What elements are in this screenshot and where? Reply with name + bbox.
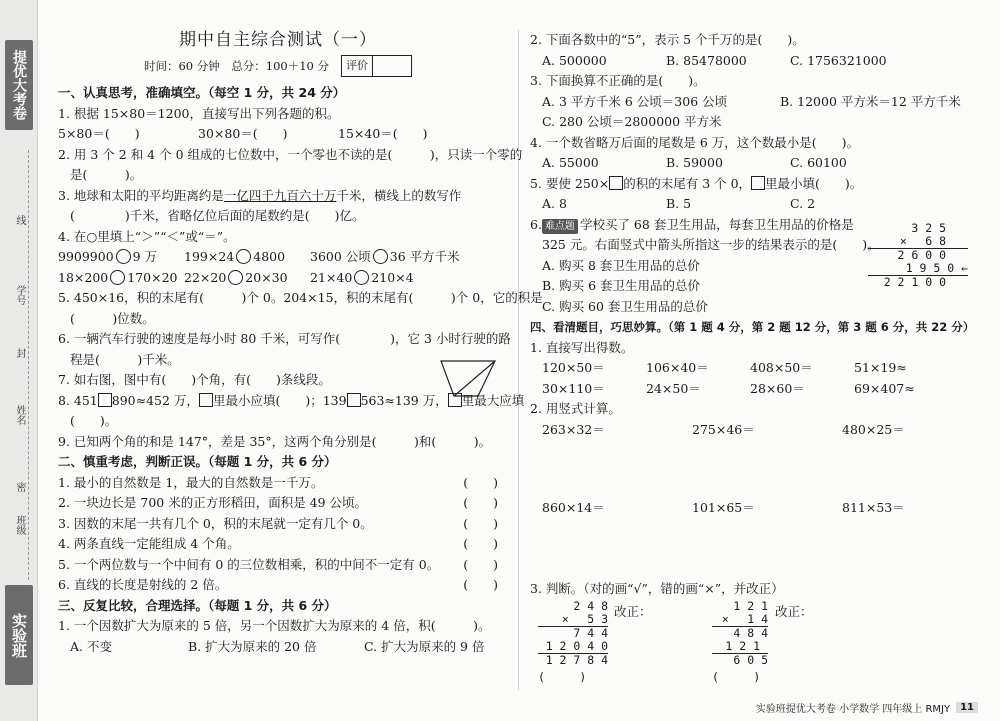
judge-item xyxy=(58,493,498,514)
score-field[interactable] xyxy=(373,56,411,77)
option[interactable]: A. 500000 xyxy=(542,52,607,68)
choice-5-options xyxy=(530,194,970,215)
q-number: 6. xyxy=(530,216,542,232)
calc-item: 30×110＝ xyxy=(542,380,605,396)
option[interactable]: C. 60100 xyxy=(790,155,847,170)
answer-paren[interactable]: ( ) xyxy=(463,536,498,551)
calc-item: 120×50＝ xyxy=(542,360,605,375)
question-3-line-1 xyxy=(58,186,498,207)
vert-line: × 6 8 xyxy=(868,235,968,249)
q8-text: 8. 451 xyxy=(58,392,98,408)
cut-line xyxy=(28,150,29,580)
choice-1-options xyxy=(58,637,498,658)
question-7 xyxy=(58,370,498,391)
option[interactable]: A. 3 平方千米 6 公顷＝306 公顷 xyxy=(542,93,728,109)
vert-line: × 5 3 xyxy=(538,613,608,627)
q1-item: 5×80＝( ) xyxy=(58,126,140,141)
question-5-line-2: ( )位数。 xyxy=(70,310,155,326)
vert-line: 3 2 5 xyxy=(911,221,946,235)
calc-item: 275×46＝ xyxy=(692,421,755,437)
side-label-class: 班级 xyxy=(14,515,25,535)
brand-top-label: 提优大考卷 xyxy=(5,40,33,130)
answer-paren[interactable]: ( ) xyxy=(463,556,498,572)
q4-left: 22×20 xyxy=(184,269,227,285)
judge-item xyxy=(58,534,498,555)
vertical-calc-title: 2. 用竖式计算。 xyxy=(530,401,621,416)
vert-line: 2 4 8 xyxy=(573,599,608,613)
judge-text: 1. 最小的自然数是 1，最大的自然数是一千万。 xyxy=(58,474,324,490)
side-label-mi: 密 xyxy=(14,482,25,492)
compare-circle[interactable] xyxy=(116,249,131,264)
option[interactable]: B. 85478000 xyxy=(666,52,747,68)
question-4: 4. 在○里填上“＞”“＜”或“＝”。 xyxy=(58,228,236,244)
right-column xyxy=(530,30,975,599)
q4-right: 170×20 xyxy=(127,269,178,285)
option[interactable]: A. 55000 xyxy=(542,155,599,170)
trapezoid-figure xyxy=(438,358,498,400)
c6-text: 学校买了 68 套卫生用品，每套卫生用品的价格是 xyxy=(579,216,854,232)
direct-calc-row-1 xyxy=(530,358,970,379)
vertical-multiplication-6 xyxy=(868,222,968,289)
option[interactable]: A. 不变 xyxy=(70,638,112,654)
q1-item: 30×80＝( ) xyxy=(198,126,288,141)
side-label-xian: 线 xyxy=(14,215,25,225)
answer-paren[interactable]: ( ) xyxy=(538,670,587,684)
compare-circle[interactable] xyxy=(228,270,243,285)
direct-calc-title: 1. 直接写出得数。 xyxy=(530,339,634,355)
vert-line: 4 8 4 xyxy=(733,626,768,640)
section-2-heading: 二、慎重考虑，判断正误。（每题 1 分，共 6 分） xyxy=(58,454,337,469)
choice-2: 2. 下面各数中的“5”，表示 5 个千万的是( )。 xyxy=(530,32,805,47)
judge-vertical-2 xyxy=(712,600,768,684)
answer-paren[interactable]: ( ) xyxy=(463,577,498,592)
choice-4: 4. 一个数省略万后面的尾数是 6 万，这个数最小是( )。 xyxy=(530,134,860,150)
vertical-calc-row-2 xyxy=(530,498,970,519)
calc-item: 408×50＝ xyxy=(750,360,813,375)
calc-item: 28×60＝ xyxy=(750,380,805,396)
vert-line: 2 6 0 0 xyxy=(897,248,946,262)
side-label-student-no: 学号 xyxy=(14,285,25,305)
answer-paren[interactable]: ( ) xyxy=(463,495,498,510)
question-4-row-2 xyxy=(58,268,498,289)
question-2-line-1: 2. 用 3 个 2 和 4 个 0 组成的七位数中，一个零也不读的是( )，只读一个零的 xyxy=(58,146,523,162)
blank-box[interactable] xyxy=(609,176,623,190)
c5-text: 里最小填( )。 xyxy=(765,175,863,191)
compare-circle[interactable] xyxy=(354,270,369,285)
compare-circle[interactable] xyxy=(236,249,251,264)
q4-right: 36 平方千米 xyxy=(389,249,460,264)
q4-right: 4800 xyxy=(253,249,286,264)
question-1-items xyxy=(58,124,498,145)
side-label-feng: 封 xyxy=(14,348,25,358)
calc-item: 811×53＝ xyxy=(842,500,905,515)
vert-line: 1 9 5 0 ← xyxy=(868,262,968,276)
work-space xyxy=(530,519,970,579)
left-column xyxy=(58,30,543,657)
difficulty-badge: 难点题 xyxy=(542,219,578,234)
section-3-heading: 三、反复比较，合理选择。（每题 1 分，共 6 分） xyxy=(58,597,337,613)
question-3-line-2: ( )千米，省略亿位后面的尾数约是( )亿。 xyxy=(70,208,365,223)
work-space xyxy=(530,440,970,498)
q8-text: 563≈139 万， xyxy=(360,392,448,408)
option[interactable]: C. 购买 60 套卫生用品的总价 xyxy=(542,298,708,314)
q4-left: 18×200 xyxy=(58,269,109,285)
q8-text: 里最小应填( )；139 xyxy=(212,392,347,408)
vert-line: 2 2 1 0 0 xyxy=(883,275,946,289)
exam-meta xyxy=(58,55,498,78)
binding-strip xyxy=(0,0,38,721)
q3-underlined-number: 一亿四千九百六十万 xyxy=(223,187,337,203)
q3-text-a: 3. 地球和太阳的平均距离约是 xyxy=(58,187,224,203)
vert-line: 1 2 0 4 0 xyxy=(538,640,608,654)
question-6-line-2: 程是( )千米。 xyxy=(70,351,180,367)
calc-item: 263×32＝ xyxy=(542,421,605,437)
vert-line: × 1 4 xyxy=(712,613,768,627)
choice-3: 3. 下面换算不正确的是( )。 xyxy=(530,73,706,88)
judge-vertical-1 xyxy=(538,600,608,684)
question-8-line-1 xyxy=(58,391,525,412)
question-1: 1. 根据 15×80＝1200，直接写出下列各题的积。 xyxy=(58,105,340,121)
option[interactable]: B. 12000 平方米＝12 平方千米 xyxy=(780,93,961,109)
judge-text: 3. 因数的末尾一共有几个 0，积的末尾就一定有几个 0。 xyxy=(58,515,373,531)
judge-calc-title: 3. 判断。（对的画“√”，错的画“×”，并改正） xyxy=(530,580,784,596)
judge-item xyxy=(58,575,498,596)
blank-box[interactable] xyxy=(199,393,213,407)
calc-item: 106×40＝ xyxy=(646,360,709,375)
blank-box[interactable] xyxy=(751,176,765,190)
question-4-row-1 xyxy=(58,247,498,268)
q7-text: 7. 如右图，图中有( )个角，有( )条线段。 xyxy=(58,372,331,387)
page-title: 期中自主综合测试（一） xyxy=(179,30,377,50)
section-4-heading: 四、看清题目，巧思妙算。（第 1 题 4 分，第 2 题 12 分，第 3 题 6 分，共 22 分） xyxy=(530,320,975,334)
compare-circle[interactable] xyxy=(110,270,125,285)
answer-paren[interactable]: ( ) xyxy=(463,515,498,531)
calc-item: 480×25＝ xyxy=(842,421,905,437)
score-label: 评价 xyxy=(342,56,373,77)
blank-box[interactable] xyxy=(98,393,112,407)
blank-box[interactable] xyxy=(347,393,361,407)
c5-text: 的积的末尾有 3 个 0， xyxy=(623,175,752,191)
question-6-line-1: 6. 一辆汽车行驶的速度是每小时 80 千米，可写作( )，它 3 小时行驶的路 xyxy=(58,331,511,346)
choice-1: 1. 一个因数扩大为原来的 5 倍，另一个因数扩大为原来的 4 倍，积( )。 xyxy=(58,618,491,633)
judge-text: 6. 直线的长度是射线的 2 倍。 xyxy=(58,577,228,592)
fix-label: 改正： xyxy=(775,604,813,619)
judge-text: 2. 一块边长是 700 米的正方形稻田，面积是 49 公顷。 xyxy=(58,495,368,510)
vertical-calc-row-1 xyxy=(530,420,970,441)
q3-text-b: 千米，横线上的数写作 xyxy=(336,187,462,203)
question-5-line-1: 5. 450×16，积的末尾有( )个 0。204×15，积的末尾有( )个 0，它的积是 xyxy=(58,290,543,305)
judge-text: 5. 一个两位数与一个中间有 0 的三位数相乘，积的中间不一定有 0。 xyxy=(58,556,440,572)
section-1-heading: 一、认真思考，准确填空。（每空 1 分，共 24 分） xyxy=(58,85,346,100)
option[interactable]: C. 2 xyxy=(790,196,816,211)
answer-paren[interactable]: ( ) xyxy=(712,670,761,684)
q4-left: 9909900 xyxy=(58,249,114,264)
vert-line: 7 4 4 xyxy=(573,626,608,640)
fix-label: 改正： xyxy=(614,604,652,619)
calc-item: 69×407≈ xyxy=(854,380,915,396)
q4-right: 20×30 xyxy=(245,269,288,285)
calc-item: 51×19≈ xyxy=(854,360,907,375)
compare-circle[interactable] xyxy=(373,249,388,264)
choice-2-options xyxy=(530,51,970,72)
judge-item xyxy=(58,473,498,494)
option[interactable]: A. 8 xyxy=(542,196,567,211)
judge-item xyxy=(58,555,498,576)
q4-right: 210×4 xyxy=(371,269,414,285)
option[interactable]: A. 购买 8 套卫生用品的总价 xyxy=(542,257,700,273)
choice-3-options xyxy=(530,92,970,113)
option[interactable]: B. 5 xyxy=(666,196,692,211)
time-score-info: 时间：60 分钟 总分：100＋10 分 xyxy=(143,58,330,73)
q8-text: 里最大应填 xyxy=(461,392,525,408)
page-number: 11 xyxy=(956,702,978,713)
option[interactable]: B. 购买 6 套卫生用品的总价 xyxy=(542,278,701,293)
choice-4-options xyxy=(530,153,970,174)
vert-line: 6 0 5 xyxy=(733,653,768,667)
q4-left: 3600 公顷 xyxy=(310,249,371,264)
side-label-name: 姓名 xyxy=(14,405,25,425)
q4-left: 199×24 xyxy=(184,249,235,264)
judge-text: 4. 两条直线一定能组成 4 个角。 xyxy=(58,536,240,551)
q4-left: 21×40 xyxy=(310,269,353,285)
calc-item: 860×14＝ xyxy=(542,500,605,515)
option[interactable]: B. 59000 xyxy=(666,155,723,170)
question-8-line-2: ( )。 xyxy=(70,413,118,428)
option[interactable]: C. 1756321000 xyxy=(790,52,887,68)
direct-calc-row-2 xyxy=(530,379,970,400)
column-divider xyxy=(518,30,519,690)
q4-right: 9 万 xyxy=(132,249,158,264)
question-9: 9. 已知两个角的和是 147°，差是 35°，这两个角分别是( )和( )。 xyxy=(58,433,492,449)
choice-6-line-2: 325 元。右面竖式中箭头所指这一步的结果表示的是( )。 xyxy=(542,237,880,252)
answer-paren[interactable]: ( ) xyxy=(463,474,498,490)
vert-line: 1 2 1 xyxy=(712,640,768,654)
option[interactable]: C. 扩大为原来的 9 倍 xyxy=(364,638,485,654)
option[interactable]: B. 扩大为原来的 20 倍 xyxy=(188,638,317,654)
vert-line: 1 2 1 xyxy=(733,599,768,613)
score-box xyxy=(341,55,412,78)
brand-bottom-label: 实验班 xyxy=(5,585,33,685)
choice-5 xyxy=(530,174,970,195)
vert-line: 1 2 7 8 4 xyxy=(545,653,608,667)
calc-item: 24×50＝ xyxy=(646,380,701,396)
calc-item: 101×65＝ xyxy=(692,500,755,515)
footer-text: 实验班提优大考卷 小学数学 四年级上 RMJY xyxy=(755,704,951,715)
q1-item: 15×40＝( ) xyxy=(338,126,428,141)
c5-text: 5. 要使 250× xyxy=(530,175,610,191)
judge-item xyxy=(58,514,498,535)
option[interactable]: C. 280 公顷＝2800000 平方米 xyxy=(542,114,722,129)
q8-text: 890≈452 万， xyxy=(111,392,199,408)
page-footer xyxy=(756,700,978,715)
question-2-line-2: 是( )。 xyxy=(70,167,143,182)
